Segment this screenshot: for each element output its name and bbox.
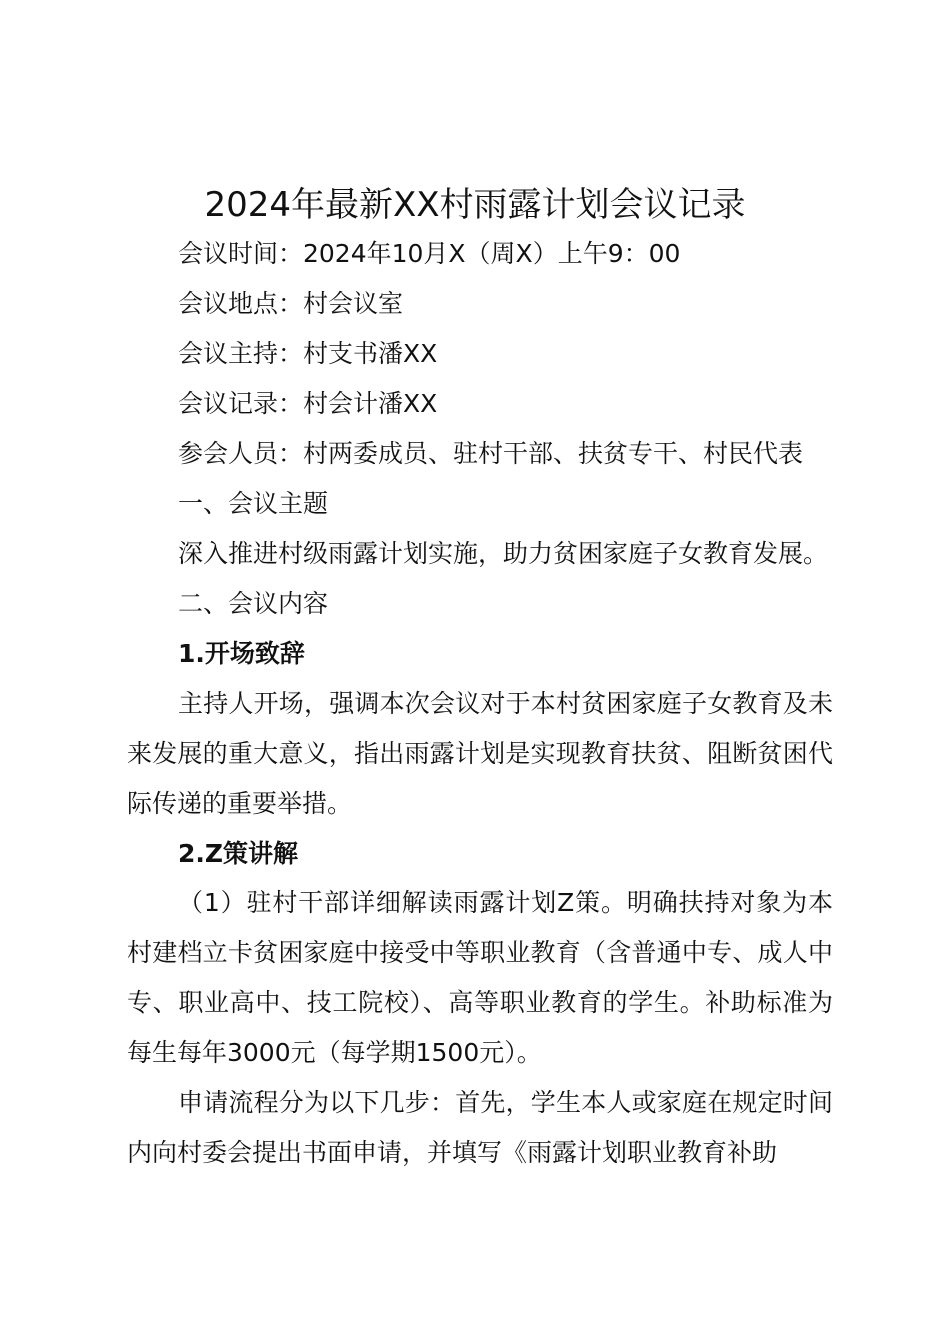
section-theme-text: 深入推进村级雨露计划实施，助力贫困家庭子女教育发展。 — [178, 539, 829, 568]
meeting-host: 会议主持：村支书潘XX — [178, 339, 438, 368]
policy-paragraph-2: 申请流程分为以下几步：首先，学生本人或家庭在规定时间内向村委会提出书面申请，并填写《雨露计划职业教育补助 — [127, 1088, 833, 1167]
document-title: 2024年最新XX村雨露计划会议记录 — [204, 185, 746, 225]
meeting-recorder: 会议记录：村会计潘XX — [178, 389, 438, 418]
subsection-heading-opening: 1.开场致辞 — [178, 639, 305, 668]
section-heading-theme: 一、会议主题 — [178, 489, 329, 518]
opening-paragraph: 主持人开场，强调本次会议对于本村贫困家庭子女教育及未来发展的重大意义，指出雨露计划是实现教育扶贫、阻断贫困代际传递的重要举措。 — [127, 689, 833, 818]
subsection-heading-policy: 2.Z策讲解 — [178, 839, 299, 868]
section-heading-content: 二、会议内容 — [178, 589, 329, 618]
policy-paragraph-1: （1）驻村干部详细解读雨露计划Z策。明确扶持对象为本村建档立卡贫困家庭中接受中等职业教育（含普通中专、成人中专、职业高中、技工院校）、高等职业教育的学生。补助标准为每生每年3000元（每学期1500元）。 — [127, 888, 833, 1067]
meeting-attendees: 参会人员：村两委成员、驻村干部、扶贫专干、村民代表 — [178, 439, 804, 468]
meeting-place: 会议地点：村会议室 — [178, 289, 404, 318]
meeting-time: 会议时间：2024年10月X（周X）上午9：00 — [178, 239, 681, 268]
